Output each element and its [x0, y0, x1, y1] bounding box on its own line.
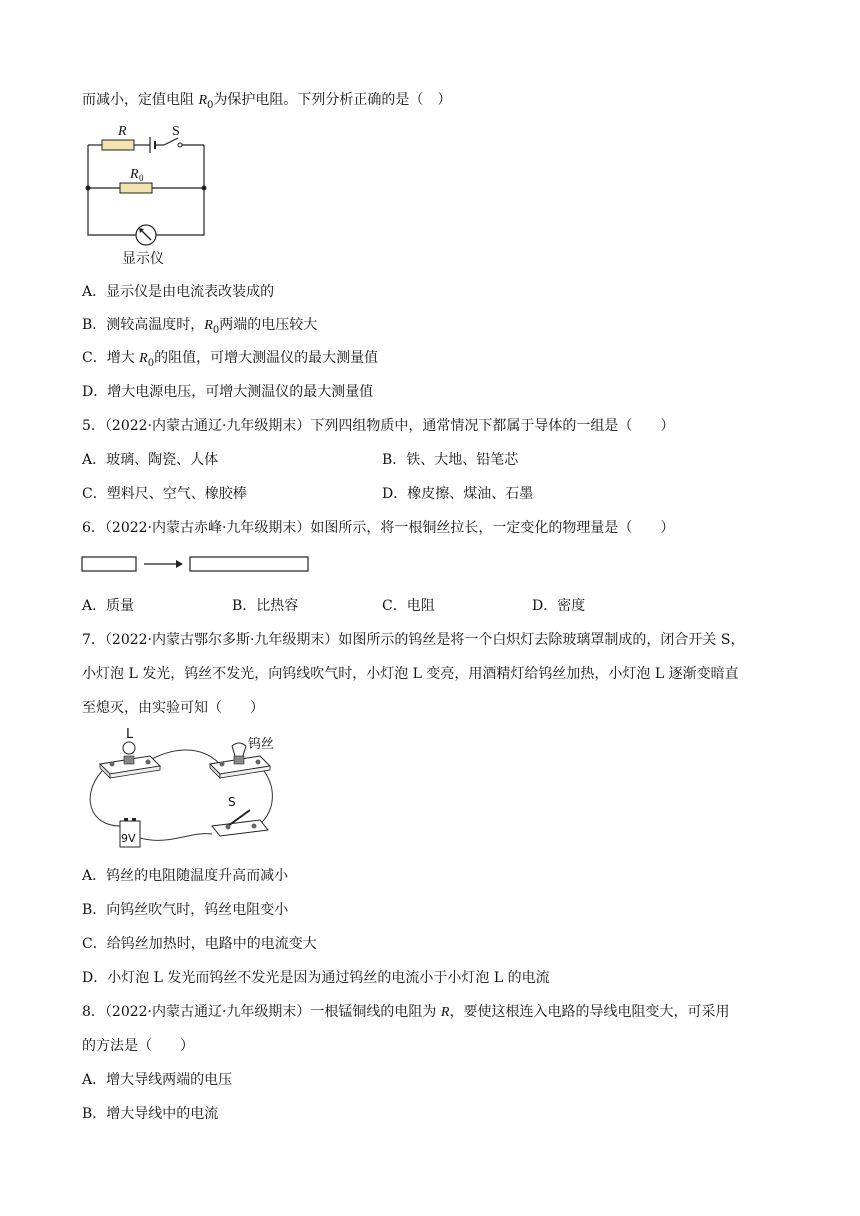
- q8-option-a: A．增大导线两端的电压: [82, 1072, 233, 1088]
- q7-stem-line2: 小灯泡 L 发光，钨丝不发光，向钨线吹气时，小灯泡 L 变亮，用酒精灯给钨丝加热，小灯泡 L 逐渐变暗直: [82, 666, 739, 682]
- q4-option-d: D．增大电源电压，可增大测温仪的最大测量值: [82, 384, 374, 400]
- short-wire: [82, 557, 136, 571]
- label-switch-s: S: [228, 795, 236, 809]
- q5-stem: 5．（2022·内蒙古通辽·九年级期末）下列四组物质中，通常情况下都属于导体的一组是（ ）: [82, 418, 675, 434]
- label-r0-sub: 0: [139, 173, 144, 183]
- display-meter-icon: [136, 225, 156, 245]
- q7-stem-line3: 至熄灭，由实验可知（ ）: [82, 700, 264, 716]
- q6-option-a: A．质量: [82, 598, 135, 614]
- label-r: R: [118, 124, 127, 139]
- knife-switch-icon: [212, 810, 268, 836]
- q8-stem-line2: 的方法是（ ）: [82, 1038, 194, 1054]
- label-battery: 9V: [121, 832, 136, 845]
- q4-stem: 而减小，定值电阻 $R_0$为保护电阻。下列分析正确的是（ ）: [82, 92, 452, 111]
- q5-option-b: B．铁、大地、铅笔芯: [382, 452, 519, 468]
- label-display: 显示仪: [122, 251, 164, 267]
- arrow-right-icon: [144, 560, 183, 568]
- q4-option-a: A．显示仪是由电流表改装成的: [82, 284, 275, 300]
- q5-option-d: D．橡皮擦、煤油、石墨: [382, 486, 534, 502]
- bulb-board-l: [100, 742, 160, 778]
- label-l: L: [126, 727, 134, 742]
- resistor-r0: [120, 183, 152, 193]
- q7-experiment-diagram: [80, 726, 280, 856]
- q8-stem-line1: 8．（2022·内蒙古通辽·九年级期末）一根锰铜线的电阻为 R，要使这根连入电路的导线电阻变大，可采用: [82, 1004, 730, 1020]
- q7-option-c: C．给钨丝加热时，电路中的电流变大: [82, 936, 317, 952]
- q6-option-d: D．密度: [532, 598, 586, 614]
- q6-stem: 6．（2022·内蒙古赤峰·九年级期末）如图所示，将一根铜丝拉长，一定变化的物理量是（ ）: [82, 520, 675, 536]
- q4-circuit-diagram: [80, 120, 220, 270]
- q4-option-b: B．测较高温度时，$R_0$两端的电压较大: [82, 317, 318, 336]
- label-r0: R: [130, 167, 139, 182]
- q8-option-b: B．增大导线中的电流: [82, 1106, 219, 1122]
- long-wire: [190, 557, 308, 571]
- q5-option-c: C．塑料尺、空气、橡胶棒: [82, 486, 247, 502]
- q6-option-c: C．电阻: [382, 598, 435, 614]
- q7-option-a: A．钨丝的电阻随温度升高而减小: [82, 868, 289, 884]
- label-tungsten: 钨丝: [248, 737, 275, 752]
- switch-icon: [164, 138, 182, 147]
- q7-stem-line1: 7．（2022·内蒙古鄂尔多斯·九年级期末）如图所示的钨丝是将一个白炽灯去除玻璃罩制成的，闭合开关 S，: [82, 632, 745, 648]
- q5-option-a: A．玻璃、陶瓷、人体: [82, 452, 219, 468]
- q4-option-c: C．增大 $R_0$的阻值，可增大测温仪的最大测量值: [82, 350, 379, 369]
- battery-icon: [150, 137, 155, 153]
- label-s: S: [172, 124, 180, 139]
- q6-wire-diagram: [80, 552, 320, 576]
- resistor-r: [102, 140, 134, 150]
- q7-option-d: D．小灯泡 L 发光而钨丝不发光是因为通过钨丝的电流小于小灯泡 L 的电流: [82, 970, 550, 986]
- q7-option-b: B．向钨丝吹气时，钨丝电阻变小: [82, 902, 289, 918]
- q6-option-b: B．比热容: [232, 598, 299, 614]
